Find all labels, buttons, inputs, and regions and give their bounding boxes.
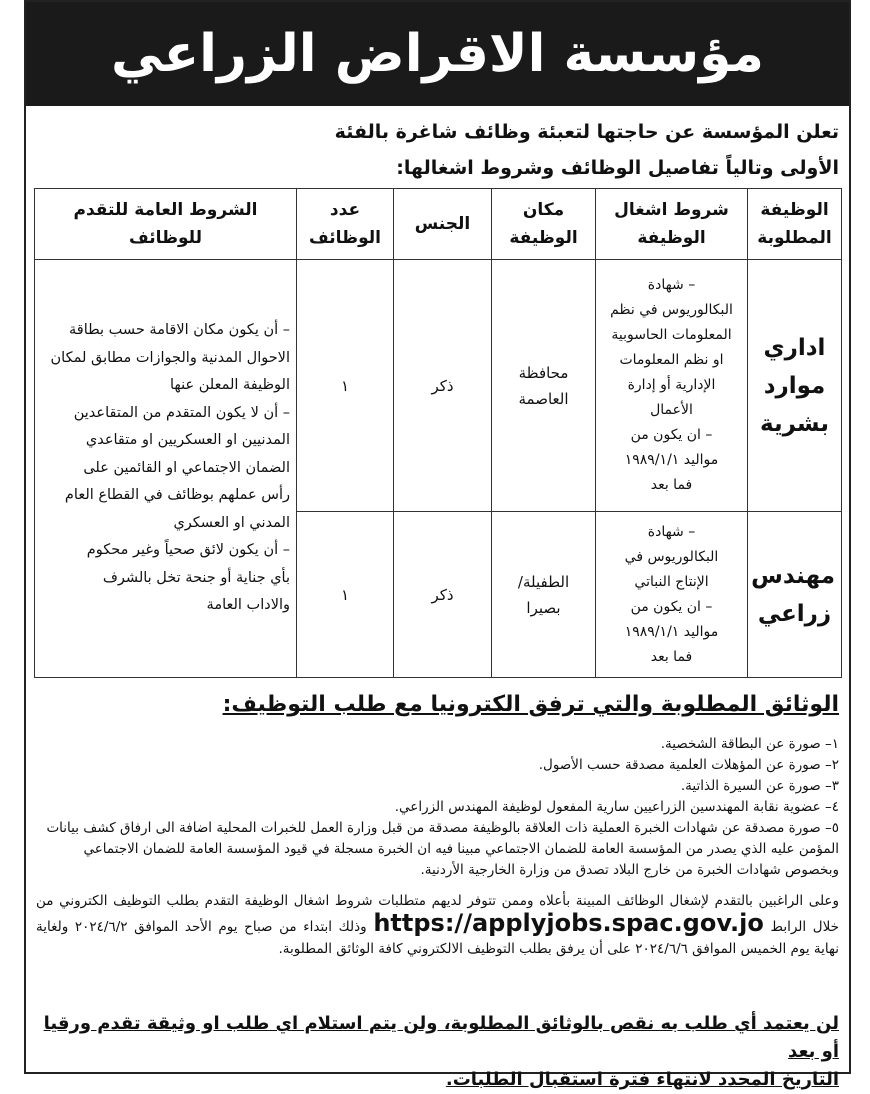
general-conditions-cell: [35, 260, 297, 678]
requirement-line: او نظم المعلومات: [619, 352, 724, 368]
place-line: الطفيلة/: [517, 572, 570, 591]
intro-line-2: الأولى وتالياً تفاصيل الوظائف وشروط اشغالها:: [396, 157, 839, 179]
gender-cell: ذكر: [394, 512, 492, 678]
document-item: ٥– صورة مصدقة عن شهادات الخبرة العملية ذات العلاقة بالوظيفة مصدقة من قبل وزارة العمل للخبرات المحلية اضافة الى ارفاق كشف بيانات المؤمن عليه الذي يصدر من المؤسسة العامة للضمان الاجتماعي مبينا فيه ان الخبرة مسجلة في قيود المؤسسة العامة للضمان الاجتماعي وبخصوص شهادات الخبرة من خارج البلاد تصدق من وزارة الخارجية الأردنية.: [46, 820, 839, 878]
gender-cell: ذكر: [394, 260, 492, 512]
general-condition-line: – أن يكون مكان الاقامة حسب بطاقة: [69, 322, 290, 339]
general-condition-line: الوظيفة المعلن عنها: [170, 377, 290, 394]
table-header-row: [35, 189, 842, 260]
intro-line-1: تعلن المؤسسة عن حاجتها لتعبئة وظائف شاغرة بالفئة: [334, 121, 839, 143]
place-line: بصيرا: [526, 598, 561, 617]
banner: [26, 2, 849, 106]
warning-notice: [36, 1010, 839, 1094]
place-cell: [492, 512, 596, 678]
job-title-cell: [748, 512, 842, 678]
requirement-line: البكالوريوس في: [624, 548, 719, 565]
application-text-part-2: وذلك ابتداء من صباح يوم الأحد الموافق ٢٠٢٤/٦/٢ ولغاية نهاية يوم الخميس الموافق ٢٠٢٤/٦/٦ على أن يرفق بطلب التوظيف الالكتروني كافة الوثائق المطلوبة.: [36, 919, 839, 957]
header-gender: الجنس: [394, 189, 492, 260]
requirement-line: – شهادة: [647, 523, 696, 540]
requirement-line: الإدارية أو إدارة: [627, 377, 716, 393]
header-general-conditions: الشروط العامة للتقدم للوظائف: [35, 189, 297, 260]
general-condition-line: بأي جناية أو جنحة تخل بالشرف: [102, 569, 290, 586]
header-requirements: شروط اشغال الوظيفة: [596, 189, 748, 260]
documents-heading: الوثائق المطلوبة والتي ترفق الكترونيا مع طلب التوظيف:: [222, 692, 839, 717]
general-condition-line: – أن لا يكون المتقدم من المتقاعدين: [73, 404, 290, 421]
requirement-line: فما بعد: [650, 648, 693, 665]
job-title-line: اداري: [763, 334, 826, 361]
requirement-line: مواليد ١٩٨٩/١/١: [624, 623, 719, 640]
count-cell: ١: [297, 512, 394, 678]
general-condition-line: – أن يكون لائق صحياً وغير محكوم: [86, 542, 290, 559]
document-item: ٣– صورة عن السيرة الذاتية.: [680, 778, 839, 794]
requirement-line: – شهادة: [647, 277, 696, 293]
requirement-line: – ان يكون من: [630, 598, 713, 615]
job-title-line: بشرية: [760, 410, 829, 437]
general-condition-line: الضمان الاجتماعي او القائمين على: [83, 459, 290, 476]
place-line: محافظة: [518, 363, 569, 382]
requirements-cell: [596, 260, 748, 512]
place-cell: [492, 260, 596, 512]
general-condition-line: رأس عملهم بوظائف في القطاع العام: [64, 487, 290, 504]
document-item: ٤– عضوية نقابة المهندسين الزراعيين سارية المفعول لوظيفة المهندس الزراعي.: [394, 799, 839, 815]
warning-line-1: لن يعتمد أي طلب به نقص بالوثائق المطلوبة، ولن يتم استلام اي طلب او وثيقة تقدم ورقيا أو بعد: [43, 1013, 839, 1062]
requirement-line: مواليد ١٩٨٩/١/١: [624, 452, 719, 468]
header-job: الوظيفة المطلوبة: [748, 189, 842, 260]
job-title-line: مهندس: [751, 562, 835, 589]
table-row: [35, 260, 842, 512]
header-count: عدد الوظائف: [297, 189, 394, 260]
banner-title: مؤسسة الاقراض الزراعي: [111, 24, 764, 84]
application-paragraph: [36, 890, 839, 960]
place-line: العاصمة: [518, 389, 569, 408]
job-title-line: موارد: [763, 372, 826, 399]
requirement-line: – ان يكون من: [630, 427, 713, 443]
requirement-line: البكالوريوس في نظم: [610, 302, 733, 318]
requirement-line: فما بعد: [650, 477, 693, 493]
jobs-table: [34, 188, 842, 678]
job-title-cell: [748, 260, 842, 512]
general-condition-line: المدني او العسكري: [173, 514, 290, 531]
general-condition-line: الاحوال المدنية والجوازات مطابق لمكان: [50, 349, 290, 366]
document-item: ١– صورة عن البطاقة الشخصية.: [660, 736, 839, 752]
advertisement-frame: [24, 0, 851, 1090]
requirement-line: الإنتاج النباتي: [634, 573, 709, 590]
header-place: مكان الوظيفة: [492, 189, 596, 260]
count-cell: ١: [297, 260, 394, 512]
application-url-link[interactable]: https://applyjobs.spac.gov.jo: [373, 909, 764, 937]
warning-line-2: التاريخ المحدد لانتهاء فترة استقبال الطلبات.: [445, 1069, 839, 1090]
documents-list: [36, 734, 839, 881]
requirement-line: الأعمال: [650, 402, 693, 418]
requirement-line: المعلومات الحاسوبية: [611, 327, 732, 343]
general-condition-line: والاداب العامة: [206, 597, 290, 614]
application-text-part-1: وعلى الراغبين بالتقدم لإشغال الوظائف المبينة بأعلاه وممن تتوفر لديهم متطلبات شروط اشغال الوظيفة التقدم بطلب التوظيف الكتروني من خلال الرابط: [36, 893, 839, 935]
document-item: ٢– صورة عن المؤهلات العلمية مصدقة حسب الأصول.: [538, 757, 839, 773]
general-condition-line: المدنيين او العسكريين او متقاعدي: [85, 432, 290, 449]
job-title-line: زراعي: [757, 600, 832, 627]
intro-text: [36, 114, 839, 186]
requirements-cell: [596, 512, 748, 678]
